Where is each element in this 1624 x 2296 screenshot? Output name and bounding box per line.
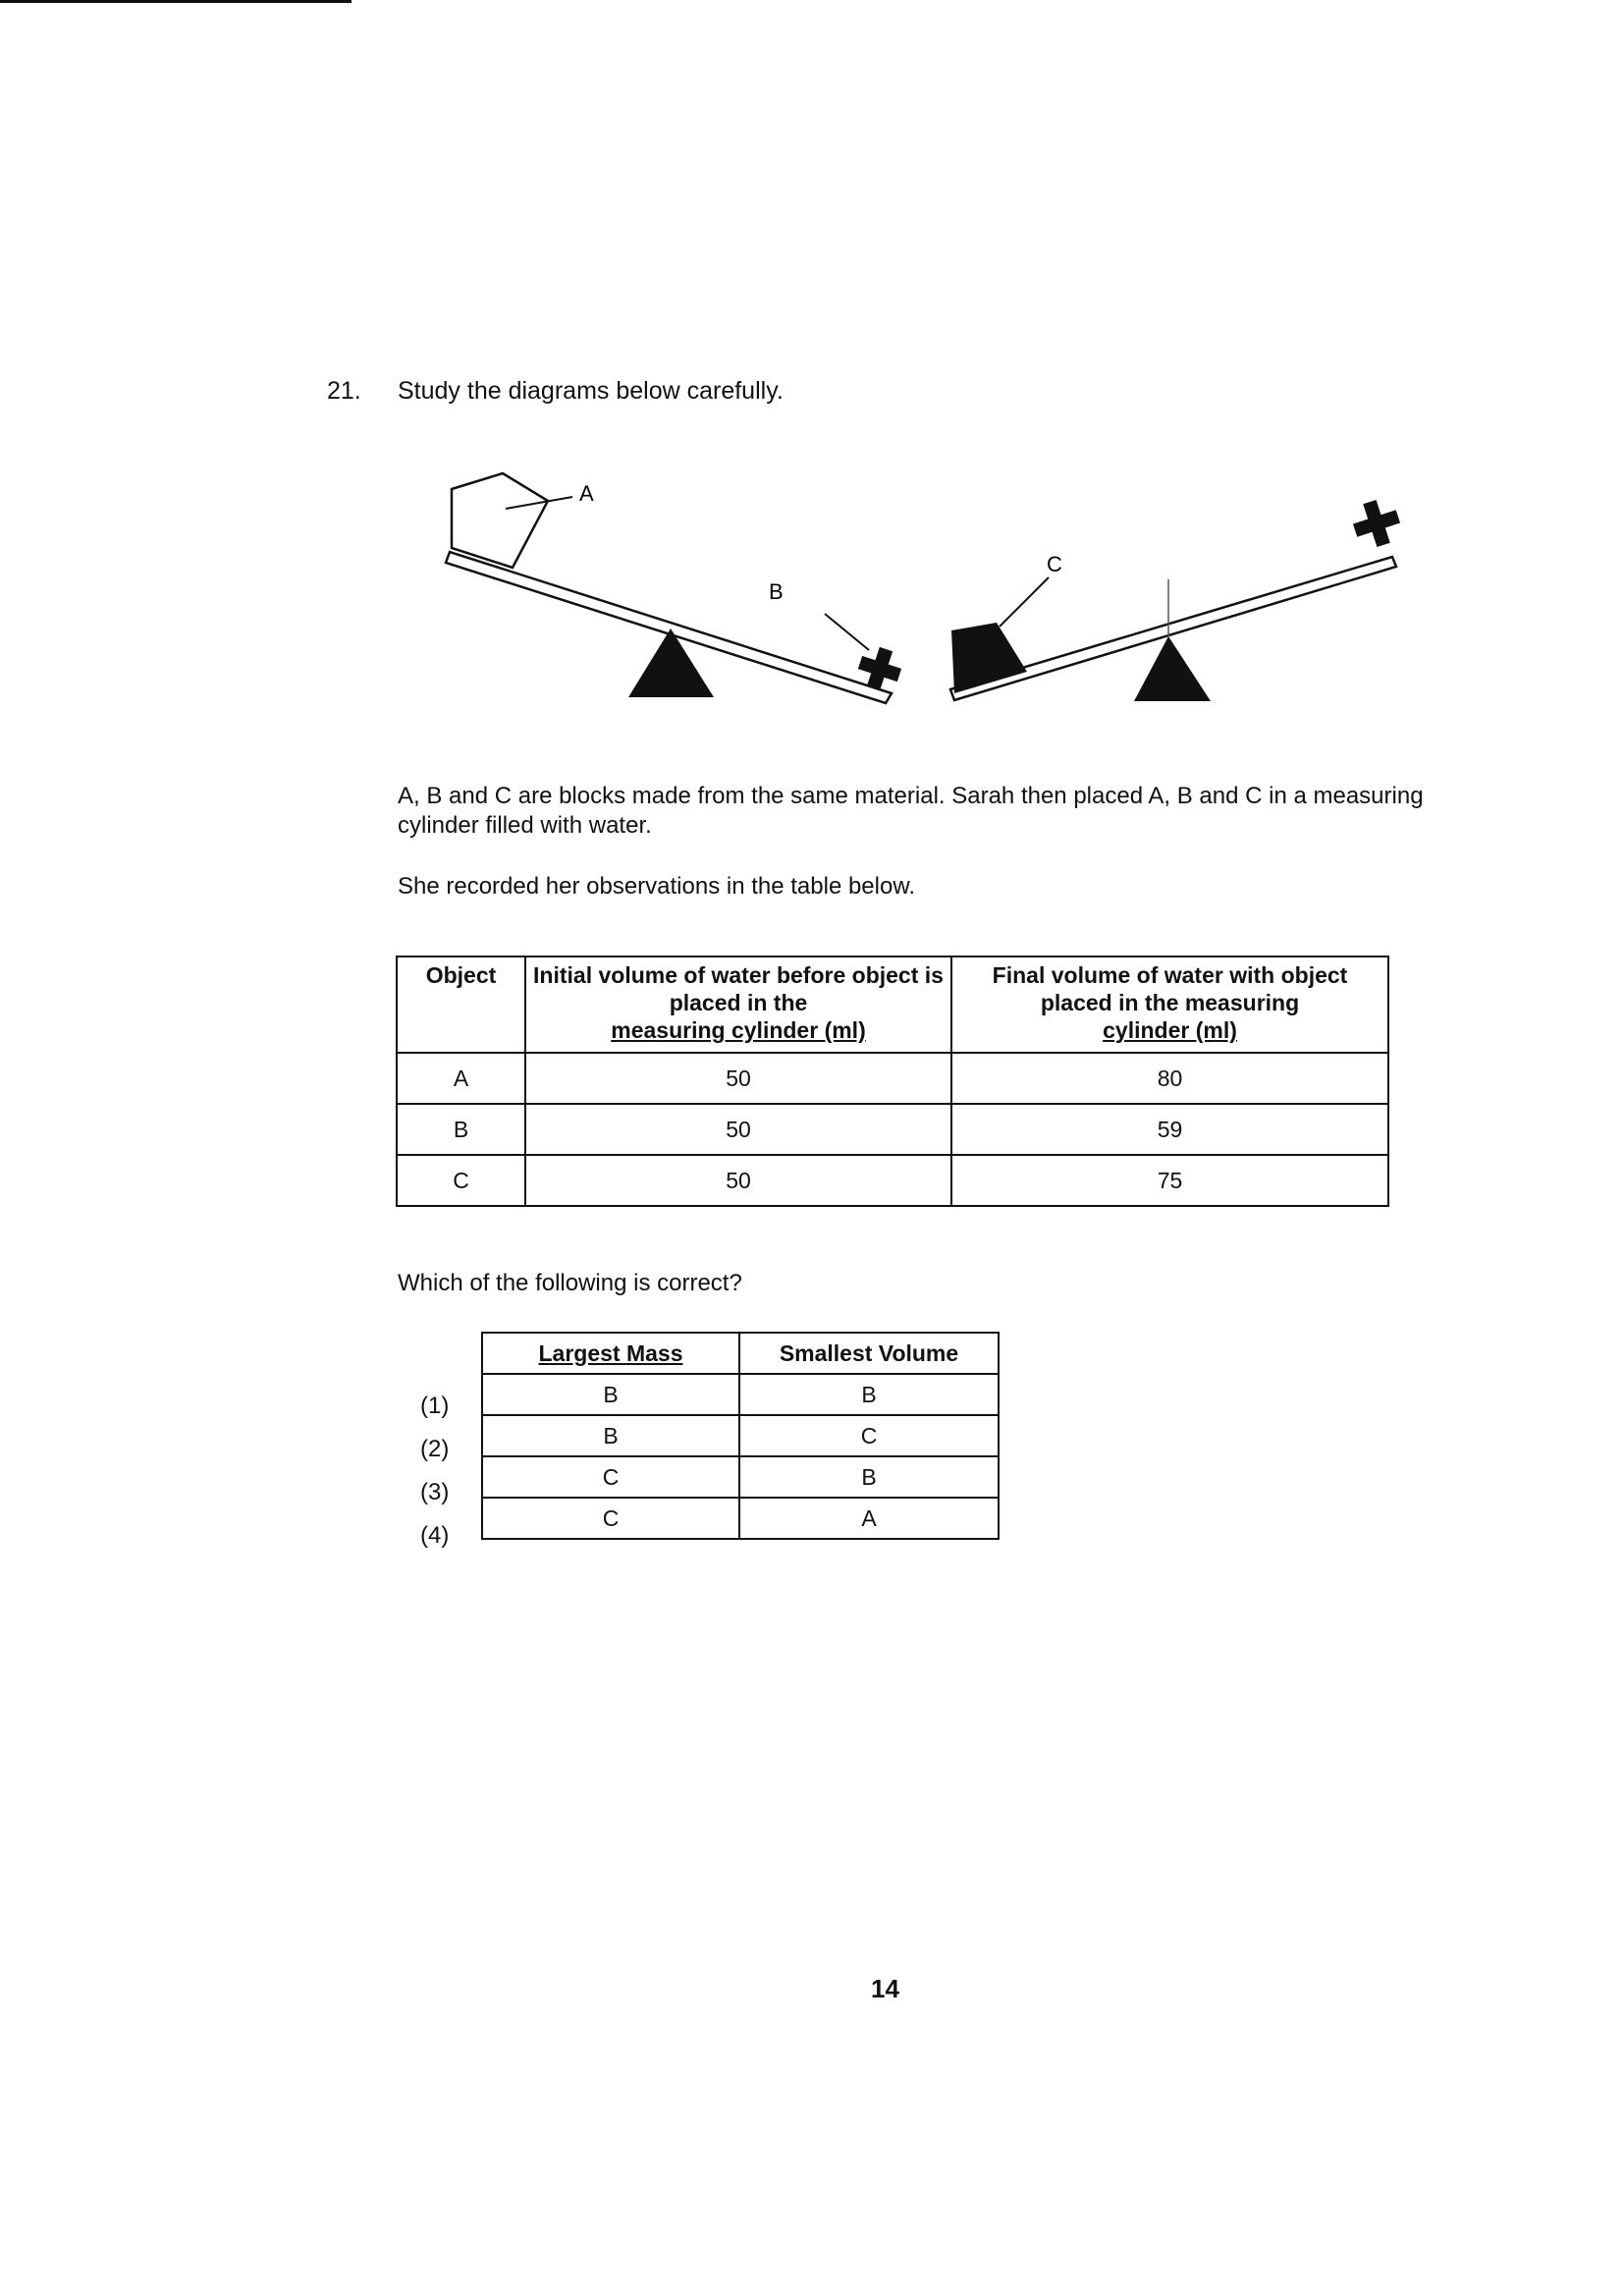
seesaw-diagram [432,462,1424,717]
cell-final: 59 [951,1104,1388,1155]
cell-smallest-volume: A [739,1498,999,1539]
label-a: A [579,481,594,506]
block-a-pentagon [452,473,548,568]
cell-largest-mass: B [482,1374,739,1415]
cell-largest-mass: C [482,1498,739,1539]
right-fulcrum [1134,636,1211,701]
cell-object: C [397,1155,525,1206]
answer-option-row[interactable] [482,1456,999,1498]
cell-final: 75 [951,1155,1388,1206]
header-initial-volume-line1: Initial volume of water before object is placed in the [533,962,944,1015]
cell-initial: 50 [525,1053,951,1104]
label-c: C [1047,552,1062,576]
right-seesaw [950,500,1400,701]
answer-header-row [482,1333,999,1374]
header-initial-volume [525,957,951,1053]
cell-smallest-volume: B [739,1374,999,1415]
observations-table [396,956,1389,1207]
block-c-cross-right [1353,500,1400,547]
cell-object: A [397,1053,525,1104]
option-label-1[interactable]: (1) [420,1393,450,1419]
header-initial-volume-line2: measuring cylinder (ml) [611,1017,866,1043]
label-c-pointer [1000,577,1049,627]
table-header-row [397,957,1388,1053]
cell-initial: 50 [525,1155,951,1206]
answer-option-row[interactable] [482,1498,999,1539]
header-smallest-volume: Smallest Volume [739,1333,999,1374]
answer-option-row[interactable] [482,1415,999,1456]
option-label-4[interactable]: (4) [420,1522,450,1549]
table-row [397,1053,1388,1104]
option-label-2[interactable]: (2) [420,1436,450,1462]
cell-initial: 50 [525,1104,951,1155]
cell-largest-mass: B [482,1415,739,1456]
cell-smallest-volume: C [739,1415,999,1456]
top-rule [0,0,352,3]
intro-paragraph: A, B and C are blocks made from the same material. Sarah then placed A, B and C in a measuring cylinder filled with water. [398,783,1424,839]
left-seesaw [446,473,901,703]
option-label-3[interactable]: (3) [420,1479,450,1505]
cell-largest-mass: C [482,1456,739,1498]
header-largest-mass: Largest Mass [482,1333,739,1374]
question-number: 21. [327,377,361,405]
header-object: Object [397,957,525,1053]
label-b: B [769,579,784,604]
intro-paragraph-2: She recorded her observations in the table below. [398,873,916,900]
question-prompt: Study the diagrams below carefully. [398,377,784,405]
page-number: 14 [871,1974,899,2003]
header-final-volume [951,957,1388,1053]
header-final-volume-line1: Final volume of water with object placed in the measuring [992,962,1348,1015]
which-question: Which of the following is correct? [398,1270,742,1296]
table-row [397,1155,1388,1206]
table-row [397,1104,1388,1155]
answer-option-row[interactable] [482,1374,999,1415]
answer-options-table [481,1332,1000,1540]
header-final-volume-line2: cylinder (ml) [1103,1017,1237,1043]
option-labels [420,1385,449,1558]
cell-final: 80 [951,1053,1388,1104]
label-b-pointer [825,614,869,650]
cell-smallest-volume: B [739,1456,999,1498]
cell-object: B [397,1104,525,1155]
